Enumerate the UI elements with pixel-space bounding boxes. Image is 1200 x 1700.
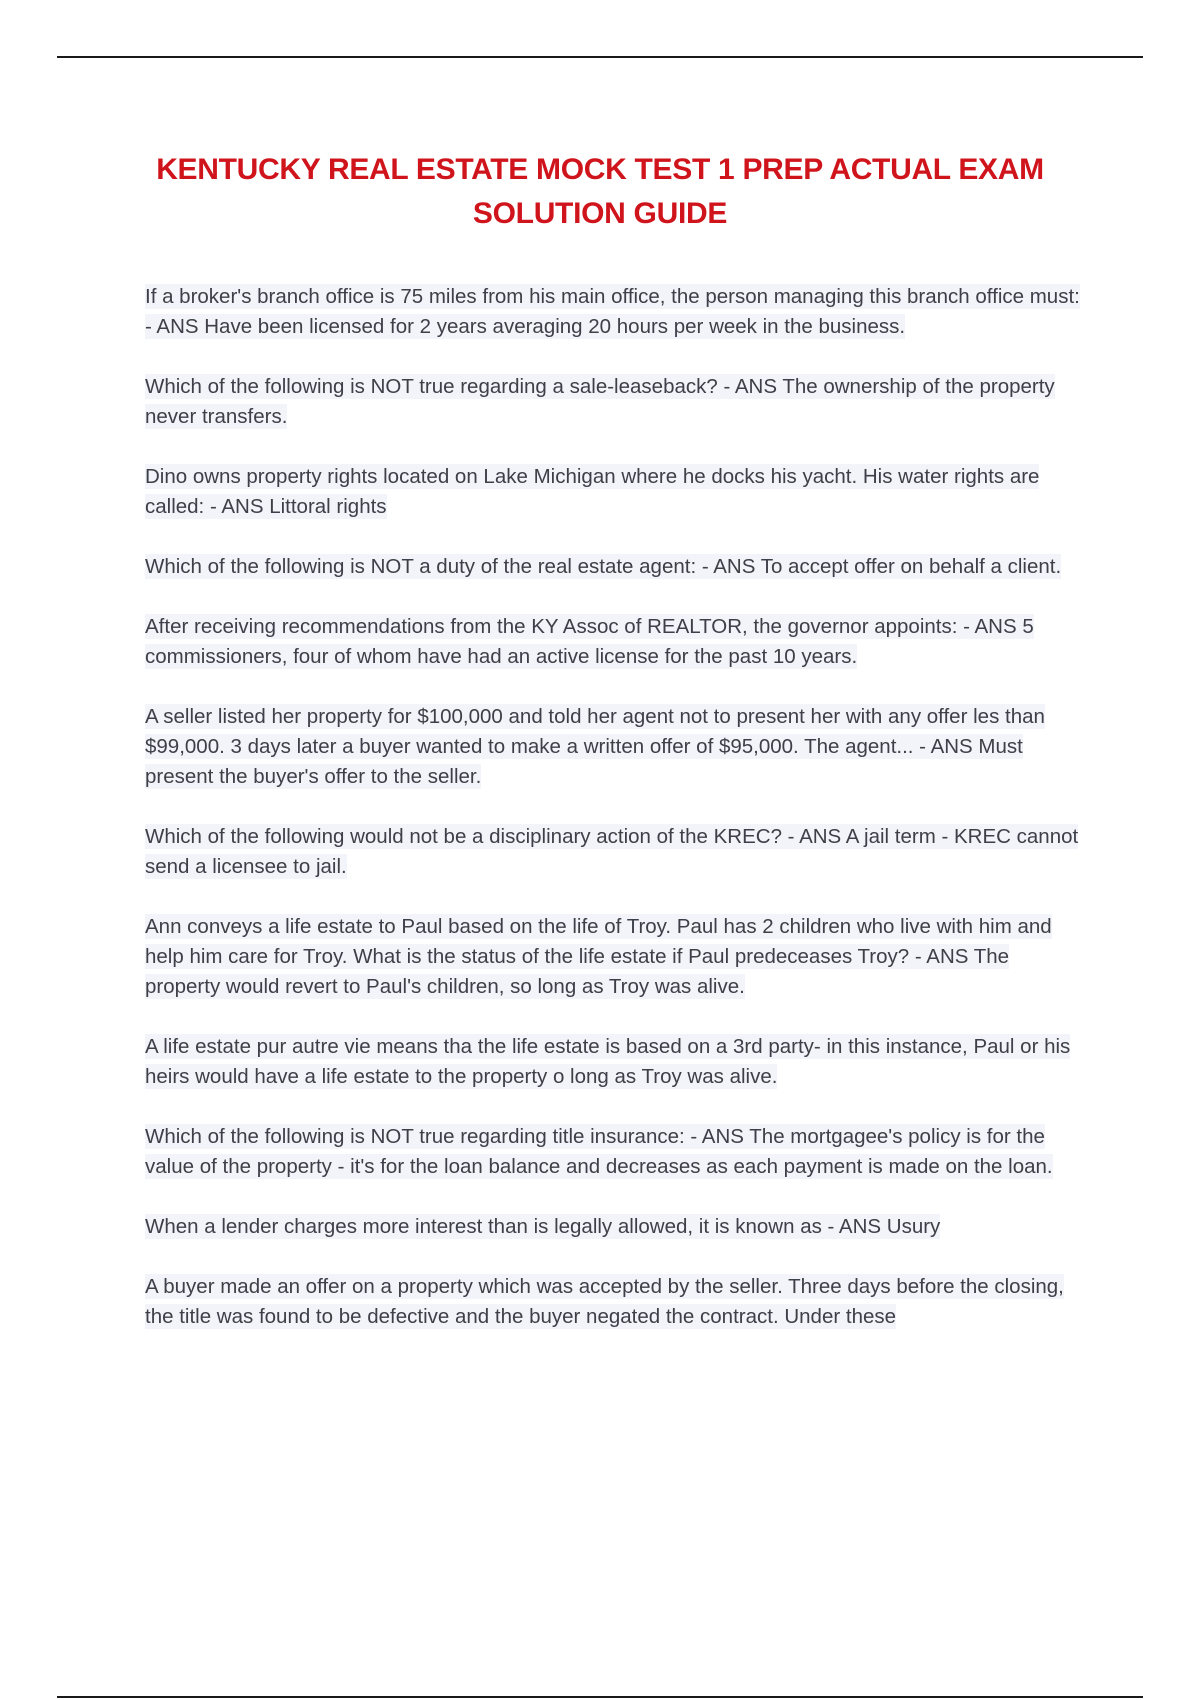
qa-entry-text: Dino owns property rights located on Lake Michigan where he docks his yacht. His water rights are called: - ANS Littoral rights: [145, 465, 1040, 518]
qa-entry: [145, 912, 1085, 1002]
qa-entry: [145, 552, 1085, 582]
top-rule: [57, 56, 1143, 58]
qa-entry-text: A life estate pur autre vie means tha the life estate is based on a 3rd party- in this instance, Paul or his heirs would have a life estate to the property o long as Troy was alive.: [145, 1035, 1071, 1088]
qa-entry-text: Which of the following would not be a disciplinary action of the KREC? - ANS A jail term - KREC cannot send a licensee to jail.: [145, 825, 1079, 878]
qa-entry-text: Which of the following is NOT true regarding a sale-leaseback? - ANS The ownership of the property never transfers.: [145, 375, 1055, 428]
qa-entry: [145, 822, 1085, 882]
qa-entry: [145, 282, 1085, 342]
qa-entry-text: A seller listed her property for $100,000 and told her agent not to present her with any offer les than $99,000. 3 days later a buyer wanted to make a written offer of $95,000. The agent... - ANS Must present the buyer's offer to the seller.: [145, 705, 1045, 788]
qa-entry: [145, 1212, 1085, 1242]
qa-entry-text: When a lender charges more interest than is legally allowed, it is known as - ANS Usury: [145, 1215, 941, 1238]
qa-entry: [145, 1272, 1085, 1332]
qa-entry: [145, 372, 1085, 432]
qa-entry-text: Ann conveys a life estate to Paul based on the life of Troy. Paul has 2 children who live with him and help him care for Troy. What is the status of the life estate if Paul predeceases Troy? - ANS The property would revert to Paul's children, so long as Troy was alive.: [145, 915, 1052, 998]
qa-entry-text: Which of the following is NOT a duty of the real estate agent: - ANS To accept offer on behalf a client.: [145, 555, 1062, 578]
qa-entry: [145, 462, 1085, 522]
qa-entry-text: If a broker's branch office is 75 miles from his main office, the person managing this branch office must: - ANS Have been licensed for 2 years averaging 20 hours per week in the business.: [145, 285, 1080, 338]
bottom-rule: [57, 1696, 1143, 1698]
qa-entry-text: After receiving recommendations from the KY Assoc of REALTOR, the governor appoints: - ANS 5 commissioners, four of whom have had an active license for the past 10 years.: [145, 615, 1034, 668]
qa-entry: [145, 702, 1085, 792]
qa-entry: [145, 1122, 1085, 1182]
qa-list: [145, 282, 1085, 1362]
qa-entry: [145, 1032, 1085, 1092]
qa-entry-text: A buyer made an offer on a property which was accepted by the seller. Three days before the closing, the title was found to be defective and the buyer negated the contract. Under these: [145, 1275, 1064, 1328]
document-title: KENTUCKY REAL ESTATE MOCK TEST 1 PREP ACTUAL EXAM SOLUTION GUIDE: [156, 153, 1044, 230]
qa-entry-text: Which of the following is NOT true regarding title insurance: - ANS The mortgagee's policy is for the value of the property - it's for the loan balance and decreases as each payment is made on the loan.: [145, 1125, 1053, 1178]
qa-entry: [145, 612, 1085, 672]
